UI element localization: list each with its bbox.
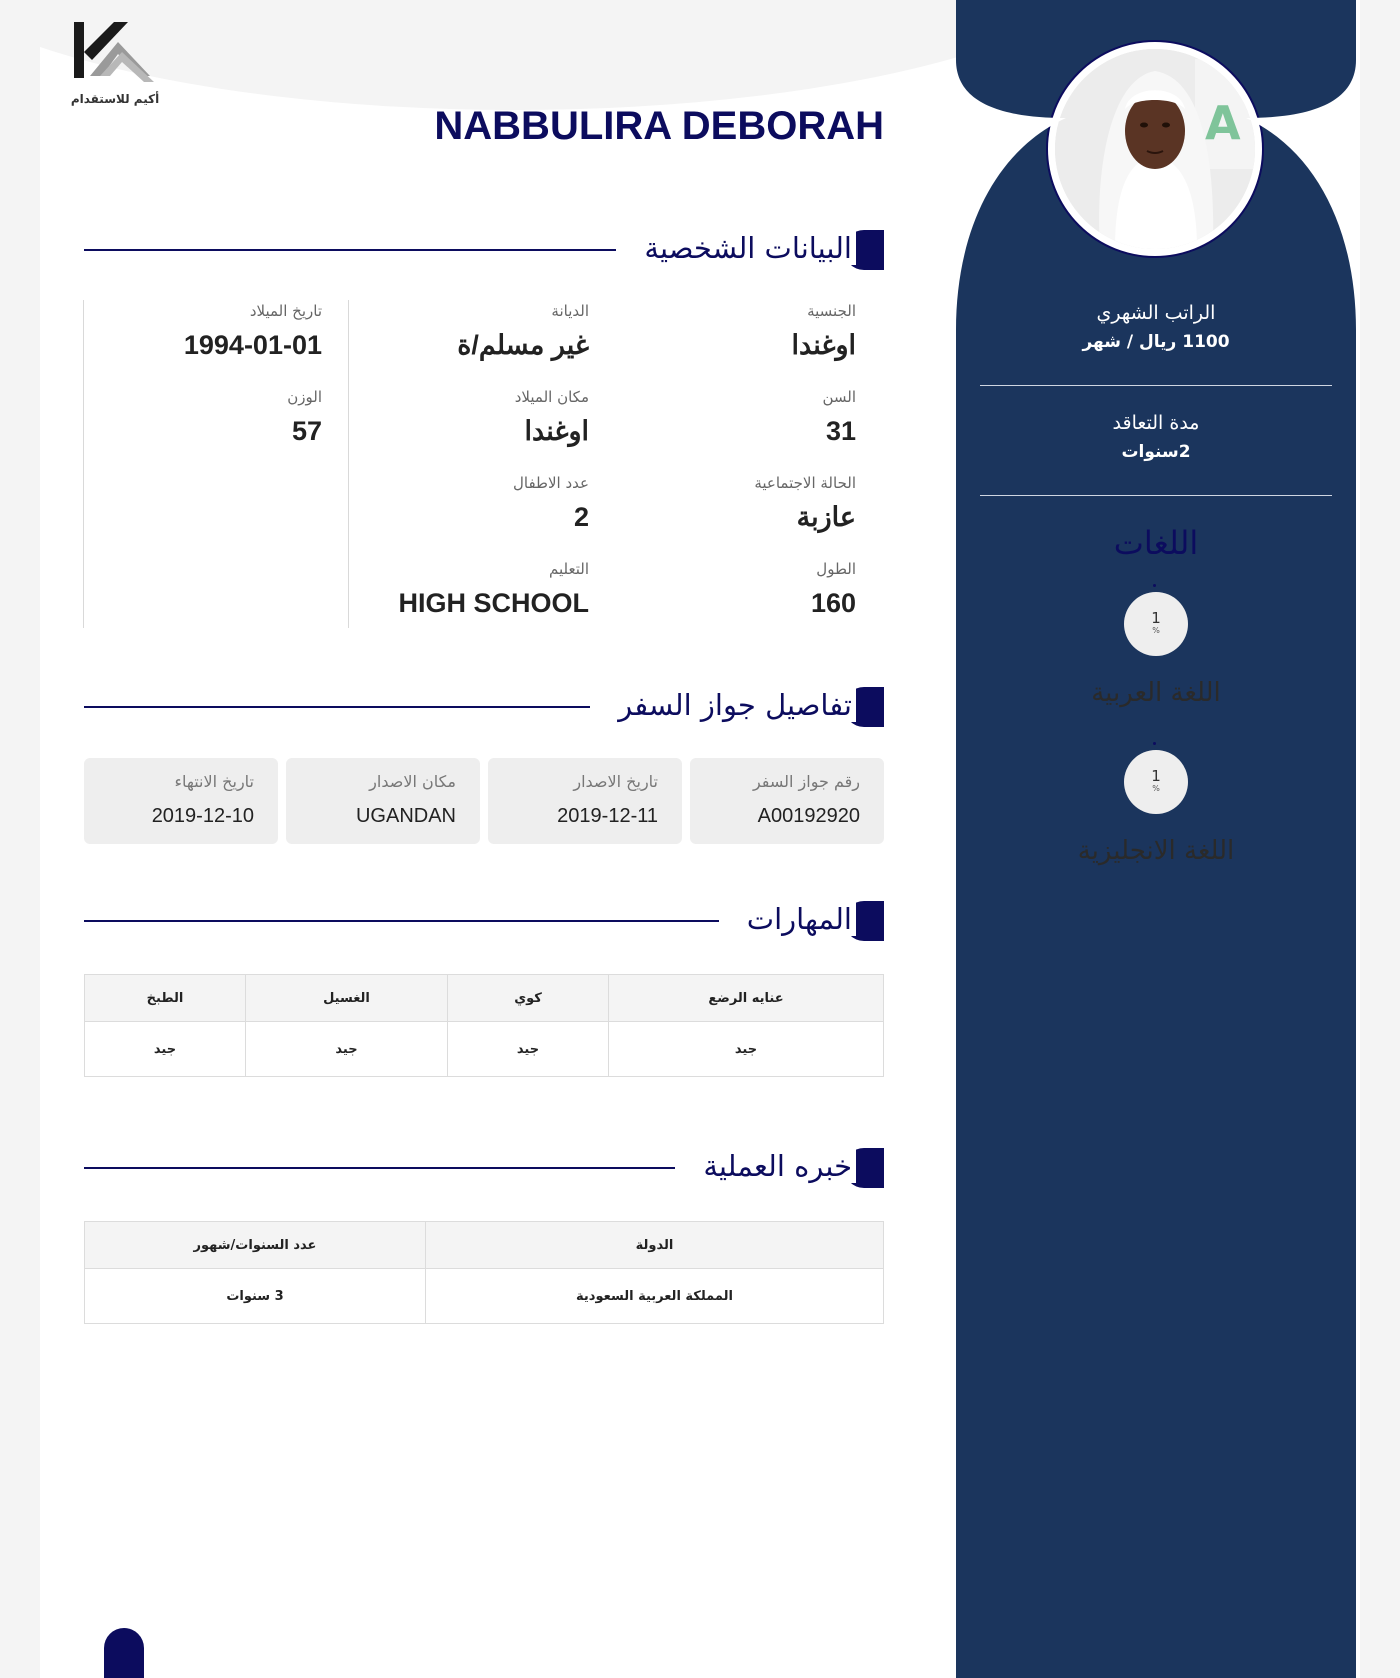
language-dot [1153, 742, 1156, 745]
section-personal [84, 229, 884, 271]
salary-block [980, 302, 1332, 352]
info-label: الطول [816, 560, 856, 578]
table-cell: جيد [609, 1022, 884, 1077]
section-title: خبره العملية [675, 1149, 856, 1183]
table-header-row [85, 1222, 884, 1269]
table-row [85, 1022, 884, 1077]
company-logo [70, 18, 190, 110]
language-level-unit: % [1152, 626, 1160, 635]
info-label: عدد الاطفال [513, 474, 589, 492]
info-item [84, 300, 322, 386]
contract-block [980, 412, 1332, 462]
info-item [84, 386, 322, 472]
contract-label: مدة التعاقد [1112, 412, 1200, 434]
section-title: البيانات الشخصية [616, 231, 856, 265]
info-label: التعليم [549, 560, 589, 578]
info-column [616, 300, 884, 628]
language-level-circle [1124, 592, 1188, 656]
sidebar [956, 0, 1356, 1678]
section-title: تفاصيل جواز السفر [590, 688, 856, 722]
info-label: الديانة [551, 302, 589, 320]
table-cell: جيد [85, 1022, 246, 1077]
info-column [348, 300, 617, 628]
info-value: غير مسلم/ة [457, 330, 589, 360]
passport-issue-place-box [286, 758, 480, 844]
passport-label: مكان الاصدار [369, 772, 456, 791]
section-experience [84, 1147, 884, 1189]
info-label: تاريخ الميلاد [249, 302, 322, 320]
passport-number-box [690, 758, 884, 844]
info-value: اوغندا [524, 416, 589, 446]
info-value: عازبة [796, 502, 856, 532]
section-skills [84, 900, 884, 942]
info-column [83, 300, 350, 628]
logo-text: أكيم للاستقدام [70, 92, 160, 106]
skills-table [84, 974, 884, 1077]
experience-table [84, 1221, 884, 1324]
info-item [349, 558, 589, 644]
passport-value: UGANDAN [355, 805, 456, 827]
info-value: 1994-01-01 [183, 330, 322, 360]
passport-value: 2019-12-10 [151, 805, 254, 827]
info-value: HIGH SCHOOL [398, 588, 589, 618]
info-value: 2 [573, 502, 589, 532]
passport-value: 2019-12-11 [557, 805, 658, 827]
info-label: السن [822, 388, 856, 406]
table-row [85, 1269, 884, 1324]
language-level: 1 [1151, 609, 1161, 627]
info-item [349, 472, 589, 558]
table-header: الطبخ [85, 975, 246, 1022]
sidebar-divider [980, 385, 1332, 386]
language-dot [1153, 584, 1156, 587]
language-name: اللغة العربية [1091, 678, 1221, 708]
info-item [616, 386, 856, 472]
table-header: الدولة [426, 1222, 884, 1269]
profile-photo [1055, 49, 1255, 249]
table-header-row [85, 975, 884, 1022]
svg-text:A: A [1205, 96, 1241, 150]
salary-value: 1100 ريال / شهر [1082, 332, 1230, 352]
section-passport [84, 686, 884, 728]
info-item [616, 558, 856, 644]
salary-label: الراتب الشهري [1096, 302, 1216, 324]
table-header: الغسيل [246, 975, 448, 1022]
info-value: 31 [825, 416, 856, 446]
info-item [349, 386, 589, 472]
passport-issue-date-box [488, 758, 682, 844]
table-header: عنايه الرضع [609, 975, 884, 1022]
section-title: المهارات [719, 902, 856, 936]
table-header: كوي [448, 975, 609, 1022]
table-cell: 3 سنوات [85, 1269, 426, 1324]
info-item [616, 472, 856, 558]
table-header: عدد السنوات/شهور [85, 1222, 426, 1269]
table-cell: جيد [448, 1022, 609, 1077]
personal-info-grid [84, 300, 884, 628]
info-value: اوغندا [791, 330, 856, 360]
info-label: الحالة الاجتماعية [754, 474, 856, 492]
info-item [616, 300, 856, 386]
passport-expiry-box [84, 758, 278, 844]
info-value: 57 [291, 416, 322, 446]
table-cell: المملكة العربية السعودية [426, 1269, 884, 1324]
language-level-unit: % [1152, 784, 1160, 793]
candidate-name: NABBULIRA DEBORAH [434, 104, 884, 148]
contract-value: 2سنوات [1121, 442, 1191, 462]
info-label: مكان الميلاد [514, 388, 589, 406]
info-label: الوزن [287, 388, 322, 406]
language-level: 1 [1151, 767, 1161, 785]
info-label: الجنسية [807, 302, 856, 320]
info-value: 160 [810, 588, 856, 618]
passport-value: A00192920 [757, 805, 860, 827]
passport-label: رقم جواز السفر [752, 772, 860, 791]
language-name: اللغة الانجليزية [1077, 836, 1235, 866]
language-level-circle [1124, 750, 1188, 814]
info-item [349, 300, 589, 386]
sidebar-divider [980, 495, 1332, 496]
profile-photo-frame [1046, 40, 1264, 258]
footer-marker [104, 1628, 144, 1678]
languages-title: اللغات [1113, 524, 1199, 562]
cv-page [40, 0, 1360, 1678]
passport-label: تاريخ الاصدار [573, 772, 658, 791]
table-cell: جيد [246, 1022, 448, 1077]
passport-label: تاريخ الانتهاء [174, 772, 254, 791]
